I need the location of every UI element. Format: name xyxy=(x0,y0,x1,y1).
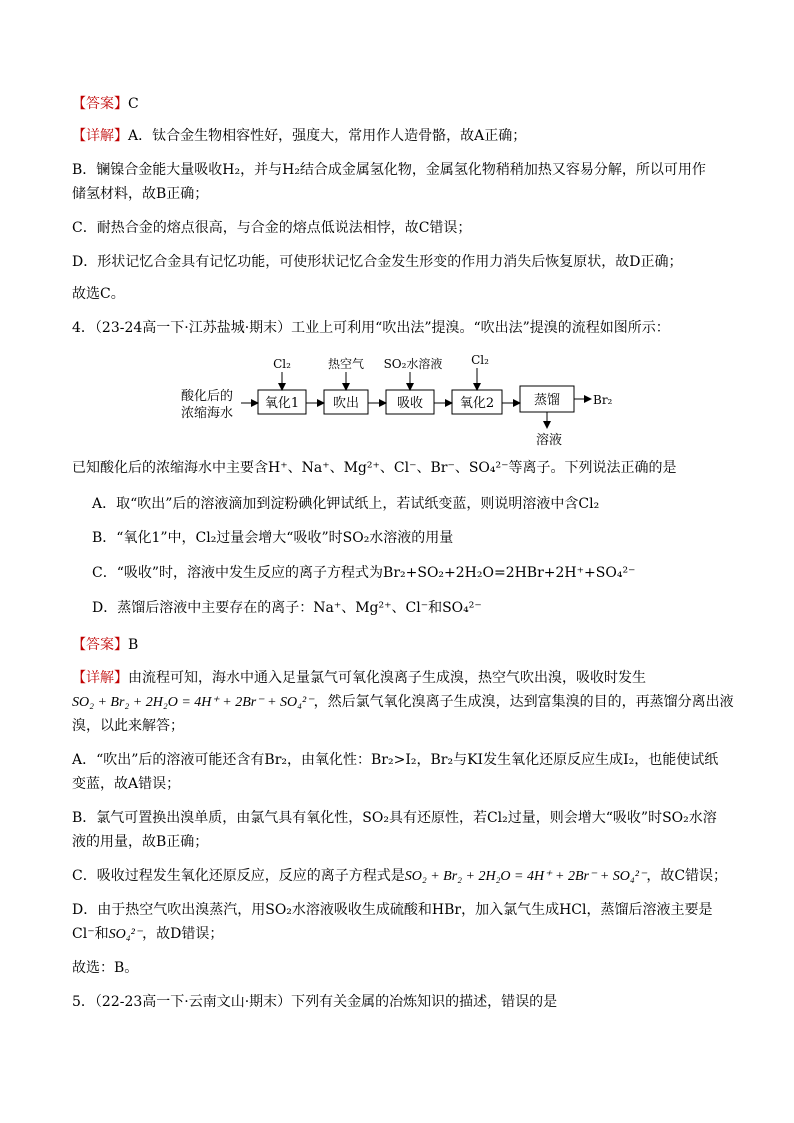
q4-known: 已知酸化后的浓缩海水中主要含H⁺、Na⁺、Mg²⁺、Cl⁻、Br⁻、SO₄²⁻等离子。下列说法正确的是 xyxy=(72,460,677,476)
flow-input-3: SO₂水溶液 xyxy=(383,357,443,371)
flow-box-label-5: 蒸馏 xyxy=(533,393,561,408)
q4-detail-intro2: SO₂ + Br₂ + 2H₂O = 4H⁺ + 2Br⁻ + SO₄²⁻，然后氯气氧化溴离子生成溴，达到富集溴的目的，再蒸馏分离出液 xyxy=(72,694,734,710)
flow-source-line2: 浓缩海水 xyxy=(181,406,234,421)
q4-option-c: C．“吸收”时，溶液中发生反应的离子方程式为Br₂+SO₂+2H₂O=2HBr+2H⁺+SO₄²⁻ xyxy=(92,565,636,581)
q4-option-b: B．“氧化1”中，Cl₂过量会增大“吸收”时SO₂水溶液的用量 xyxy=(92,530,454,546)
flow-input-1: Cl₂ xyxy=(273,357,291,371)
flow-input-4: Cl₂ xyxy=(471,353,489,367)
q3-detail-d: D．形状记忆合金具有记忆功能，可使形状记忆合金发生形变的作用力消失后恢复原状，故D正确； xyxy=(72,254,683,270)
flow-input-2: 热空气 xyxy=(327,357,365,371)
flow-box-label-2: 吹出 xyxy=(332,396,360,411)
q4-detail-a2: 变蓝，故A错误； xyxy=(72,776,181,792)
q4-conclusion: 故选：B。 xyxy=(72,960,139,976)
ionic-equation: SO₂ + Br₂ + 2H₂O = 4H⁺ + 2Br⁻ + SO₄²⁻ xyxy=(72,695,314,710)
q4-detail-intro1: 【详解】由流程可知，海水中通入足量氯气可氧化溴离子生成溴，热空气吹出溴，吸收时发生 xyxy=(72,670,646,686)
q3-answer: 【答案】C xyxy=(72,96,139,112)
q4-option-d: D．蒸馏后溶液中主要存在的离子：Na⁺、Mg²⁺、Cl⁻和SO₄²⁻ xyxy=(92,600,482,616)
q4-detail-c: C．吸收过程发生氧化还原反应，反应的离子方程式是SO₂ + Br₂ + 2H₂O = 4H⁺ + 2Br⁻ + SO₄²⁻，故C错误； xyxy=(72,868,728,884)
q4-flow-diagram xyxy=(175,348,635,448)
q5-stem: 5．（22-23高一下·云南文山·期末）下列有关金属的冶炼知识的描述，错误的是 xyxy=(72,994,558,1010)
q4-stem: 4．（23-24高一下·江苏盐城·期末）工业上可利用“吹出法”提溴。“吹出法”提溴的流程如图所示： xyxy=(72,320,670,336)
flow-box-label-4: 氧化2 xyxy=(459,396,495,411)
flow-box-label-3: 吸收 xyxy=(396,396,424,411)
q4-detail-a1: A．“吹出”后的溶液可能还含有Br₂，由氧化性：Br₂>I₂，Br₂与KI发生氧化还原反应生成I₂，也能使试纸 xyxy=(72,752,719,768)
q3-conclusion: 故选C。 xyxy=(72,286,125,302)
q4-option-a: A．取“吹出”后的溶液滴加到淀粉碘化钾试纸上，若试纸变蓝，则说明溶液中含Cl₂ xyxy=(92,496,600,512)
flow-product: Br₂ xyxy=(593,393,613,407)
q3-detail-a: 【详解】A．钛合金生物相容性好，强度大，常用作人造骨骼，故A正确； xyxy=(72,128,527,144)
q4-answer: 【答案】B xyxy=(72,637,139,653)
flow-source-line1: 酸化后的 xyxy=(181,389,234,404)
q4-detail-b1: B．氯气可置换出溴单质，由氯气具有氧化性，SO₂具有还原性，若Cl₂过量，则会增大“吸收”时SO₂水溶 xyxy=(72,810,717,826)
q4-detail-intro3: 溴，以此来解答； xyxy=(72,718,184,734)
q4-detail-b2: 液的用量，故B正确； xyxy=(72,834,209,850)
flow-box-label-1: 氧化1 xyxy=(264,396,300,411)
ionic-equation-2: SO₂ + Br₂ + 2H₂O = 4H⁺ + 2Br⁻ + SO₄²⁻ xyxy=(404,869,647,884)
q4-detail-d1: D．由于热空气吹出溴蒸汽，用SO₂水溶液吸收生成硫酸和HBr，加入氯气生成HCl，蒸馏后溶液主要是 xyxy=(72,902,713,918)
q3-detail-b2: 储氢材料，故B正确； xyxy=(72,186,209,202)
q3-detail-b1: B．镧镍合金能大量吸收H₂，并与H₂结合成金属氢化物，金属氢化物稍稍加热又容易分解，所以可用作 xyxy=(72,162,706,178)
q3-detail-c: C．耐热合金的熔点很高，与合金的熔点低说法相悖，故C错误； xyxy=(72,220,472,236)
flow-byproduct: 溶液 xyxy=(535,433,563,448)
q4-detail-d2: Cl⁻和SO₄²⁻，故D错误； xyxy=(72,926,224,942)
